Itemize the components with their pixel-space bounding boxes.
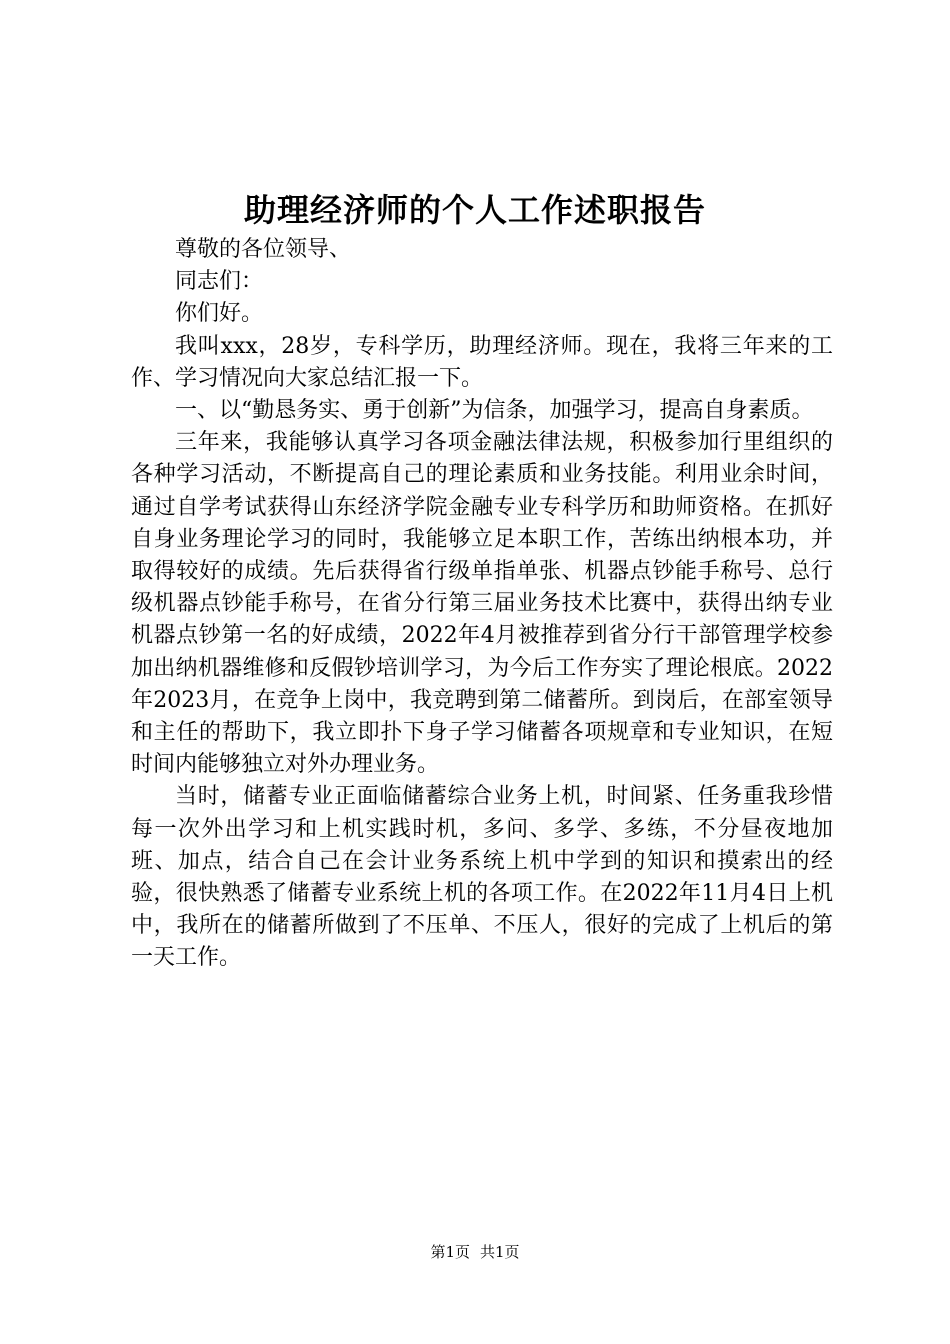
body-paragraph: 当时，储蓄专业正面临储蓄综合业务上机，时间紧、任务重我珍惜每一次外出学习和上机实践时机，多问、多学、多练，不分昼夜地加班、加点，结合自己在会计业务系统上机中学到的知识和摸索出的经验，很快熟悉了储蓄专业系统上机的各项工作。在2022年11月4日上机中，我所在的储蓄所做到了不压单、不压人，很好的完成了上机后的第一天工作。 (131, 784, 833, 971)
page-total: 共1页 (480, 1243, 520, 1261)
intro-paragraph: 我叫xxx，28岁，专科学历，助理经济师。现在，我将三年来的工作、学习情况向大家总结汇报一下。 (131, 333, 833, 391)
salutation-line-1: 尊敬的各位领导、 (175, 237, 352, 262)
body-paragraph: 三年来，我能够认真学习各项金融法律法规，积极参加行里组织的各种学习活动，不断提高自己的理论素质和业务技能。利用业余时间，通过自学考试获得山东经济学院金融专业专科学历和助师资格。在抓好自身业务理论学习的同时，我能够立足本职工作，苦练出纳根本功，并取得较好的成绩。先后获得省行级单指单张、机器点钞能手称号、总行级机器点钞能手称号，在省分行第三届业务技术比赛中，获得出纳专业机器点钞第一名的好成绩，2022年4月被推荐到省分行干部管理学校参加出纳机器维修和反假钞培训学习，为今后工作夯实了理论根底。2022年2023月，在竞争上岗中，我竞聘到第二储蓄所。到岗后，在部室领导和主任的帮助下，我立即扑下身子学习储蓄各项规章和专业知识，在短时间内能够独立对外办理业务。 (131, 430, 833, 778)
document-body (131, 234, 833, 975)
section-heading-1: 一、以“勤恳务实、勇于创新”为信条，加强学习，提高自身素质。 (175, 398, 814, 424)
greeting-line: 你们好。 (175, 301, 264, 327)
salutation-line-2: 同志们： (175, 269, 264, 295)
page-footer (0, 1240, 950, 1264)
document-title: 助理经济师的个人工作述职报告 (243, 191, 706, 229)
page-number: 第1页 (430, 1243, 470, 1261)
